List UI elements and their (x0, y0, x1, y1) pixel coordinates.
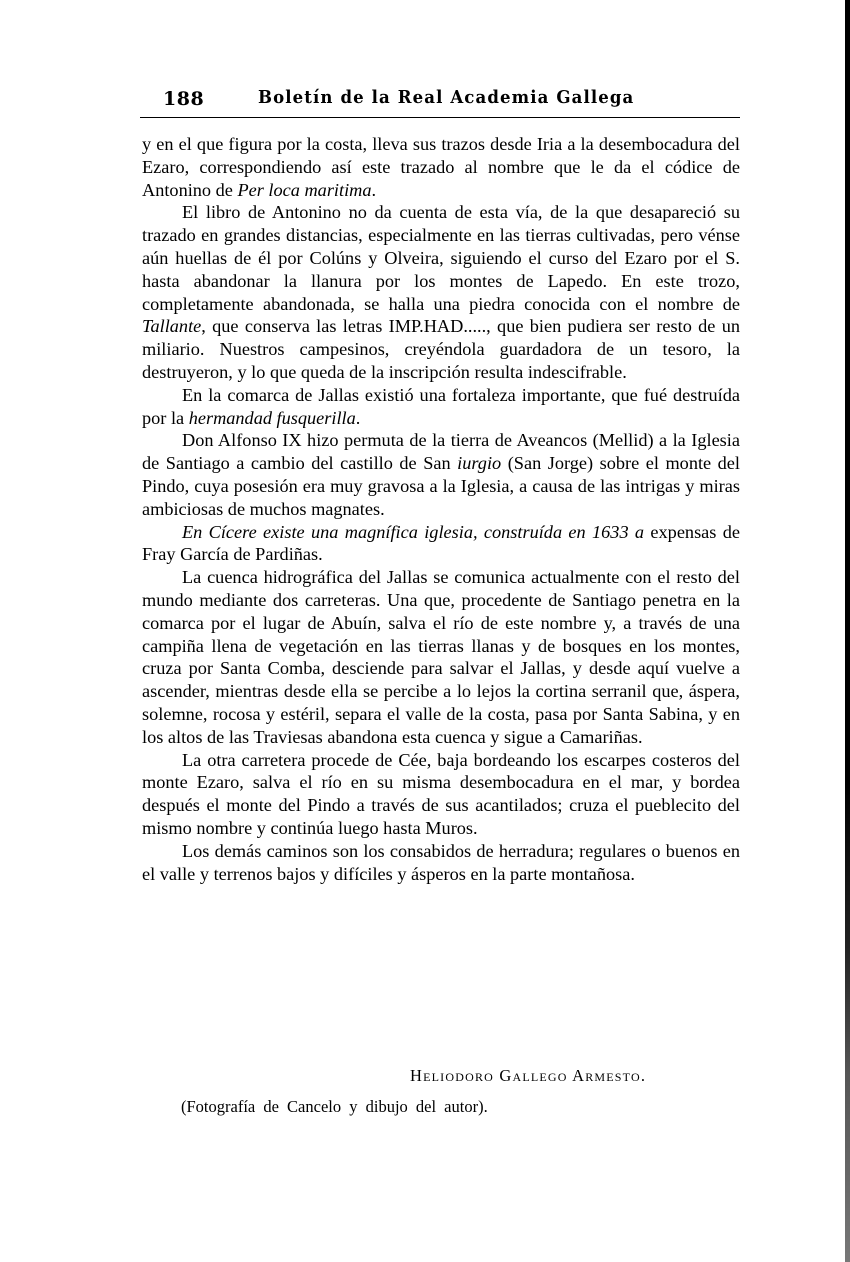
paragraph (142, 566, 740, 748)
text-segment: y en el que figura por la costa, lleva sus trazos desde Iria a la desembocadura del Ezaro, correspondiendo así este trazado al nombre que le da el códice de Antonino de (142, 134, 740, 200)
scan-border-edge (845, 0, 850, 1262)
paragraph (142, 133, 740, 201)
running-title: Boletín de la Real Academia Gallega (258, 87, 635, 108)
photo-credit-caption: (Fotografía de Cancelo y dibujo del autor). (181, 1097, 488, 1116)
text-segment: En la comarca de Jallas existió una fortaleza importante, que fué destruída por la (142, 384, 740, 428)
text-segment: . (355, 407, 361, 428)
text-segment: (San Jorge) sobre el monte del Pindo, cuya posesión era muy gravosa a la Iglesia, a causa de las intrigas y miras ambiciosas de muchos magnates. (142, 453, 741, 519)
paragraph (142, 749, 740, 840)
paragraph (142, 384, 740, 430)
author-signature: Heliodoro Gallego Armesto. (410, 1066, 647, 1085)
page-number: 188 (163, 88, 205, 110)
text-segment: Los demás caminos son los consabidos de herradura; regulares o buenos en el valle y terrenos bajos y difíciles y ásperos en la parte montañosa. (142, 840, 740, 884)
italic-text: hermandad fusquerilla (188, 407, 356, 428)
text-segment: La otra carretera procede de Cée, baja bordeando los escarpes costeros del monte Ezaro, salva el río en su misma desembocadura en el mar, y bordea después el monte del Pindo a través de sus acantilados; cruza el pueblecito del mismo nombre y continúa luego hasta Muros. (142, 749, 740, 838)
text-segment: . (371, 179, 377, 200)
text-segment: Don Alfonso IX hizo permuta de la tierra de Aveancos (Mellid) a la Iglesia de Santiago a cambio del castillo de San (142, 430, 740, 474)
article-body (142, 133, 740, 885)
italic-text: Tallante (142, 316, 202, 337)
italic-text: En Cícere existe una magnífica iglesia, construída en 1633 a (182, 521, 645, 542)
italic-text: iurgio (457, 453, 502, 474)
paragraph (142, 521, 740, 567)
text-segment: expensas de Fray García de Pardiñas. (142, 521, 741, 565)
text-segment: , que conserva las letras IMP.HAD....., que bien pudiera ser resto de un miliario. Nuestros campesinos, creyéndola guardadora de un tesoro, la destruyeron, y lo que queda de la inscripción resulta indescifrable. (142, 316, 740, 382)
paragraph (142, 201, 740, 383)
page-header (163, 88, 739, 116)
text-segment: La cuenca hidrográfica del Jallas se comunica actualmente con el resto del mundo mediante dos carreteras. Una que, procedente de Santiago penetra en la comarca por el lugar de Abuín, salva el río de este nombre y, a través de una campiña llena de vegetación en las tierras llanas y de bosques en los montes, cruza por Santa Comba, desciende para salvar el Jallas, y desde aquí vuelve a ascender, mientras desde ella se percibe a lo lejos la cortina serranil que, áspera, solemne, rocosa y estéril, separa el valle de la costa, pasa por Santa Sabina, y en los altos de las Traviesas abandona esta cuenca y sigue a Camariñas. (142, 567, 740, 747)
paragraph (142, 429, 740, 520)
italic-text: Per loca maritima (237, 179, 372, 200)
paragraph (142, 840, 740, 886)
header-rule (140, 117, 740, 118)
text-segment: El libro de Antonino no da cuenta de esta vía, de la que desapareció su trazado en grandes distancias, especialmente en las tierras cultivadas, pero vénse aún huellas de él por Colúns y Olveira, siguiendo el curso del Ezaro por el S. hasta abandonar la llanura por los montes de Lapedo. En este trozo, completamente abandonada, se halla una piedra conocida con el nombre de (142, 202, 740, 314)
